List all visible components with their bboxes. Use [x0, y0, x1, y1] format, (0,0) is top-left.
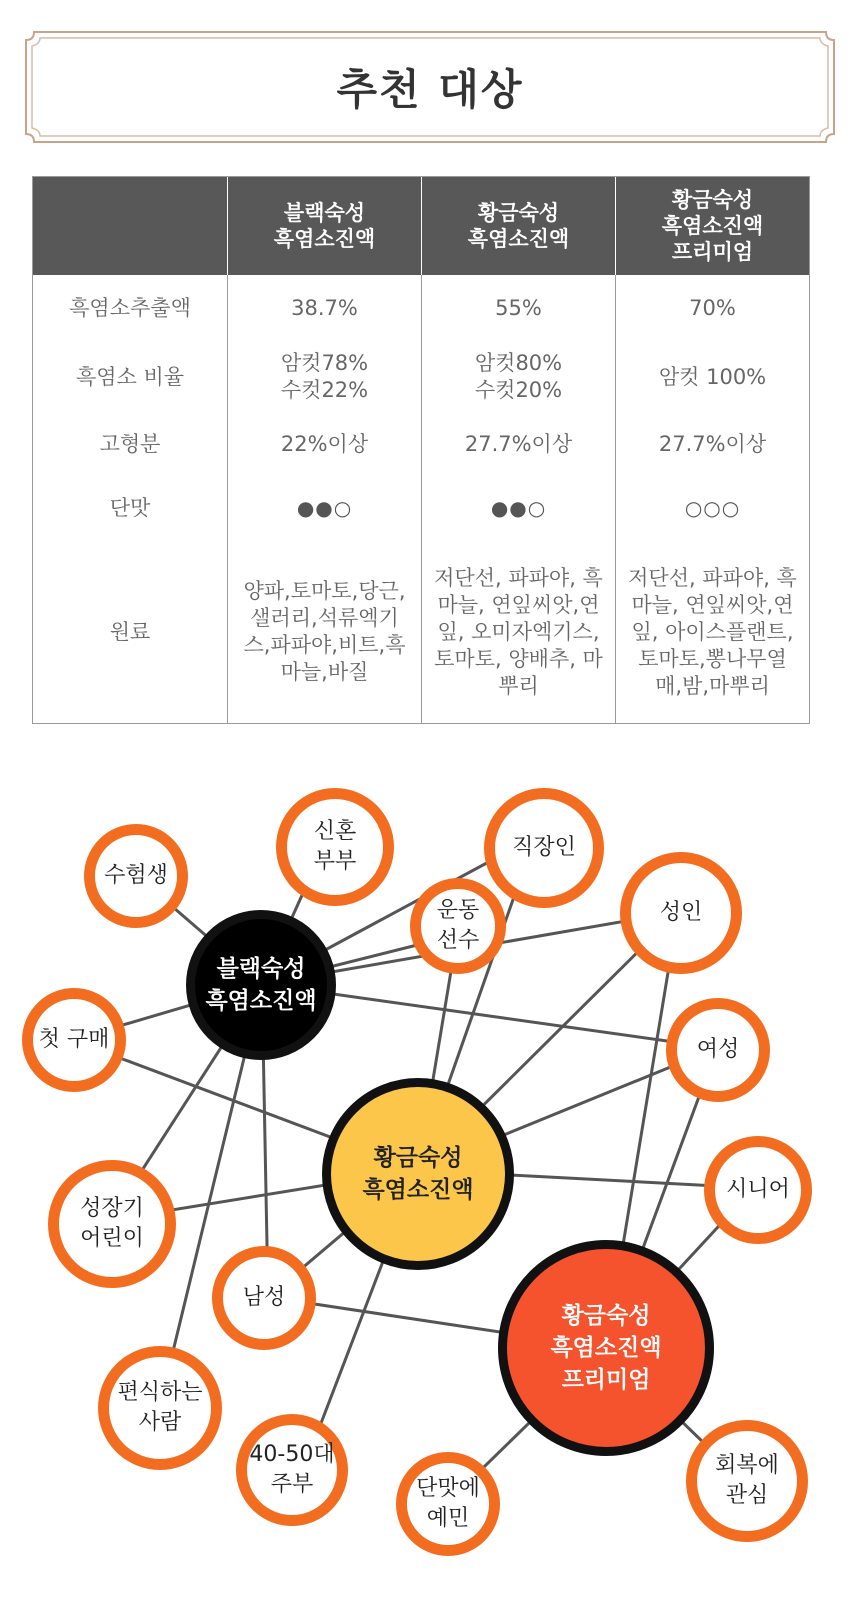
table-cell: 27.7%이상: [421, 413, 615, 475]
table-cell: 22%이상: [227, 413, 421, 475]
sweetness-dots: ○○○: [615, 475, 809, 541]
table-cell: 암컷 100%: [615, 341, 809, 413]
table-row: [33, 341, 809, 413]
table-cell: 양파,토마토,당근, 샐러리,석류엑기 스,파파야,비트,흑 마늘,바질: [227, 541, 421, 723]
sweetness-dots: ●●○: [421, 475, 615, 541]
target-network-diagram: [0, 740, 860, 1600]
target-node-athlete: 운동 선수: [410, 878, 506, 974]
target-node-picky-eater: 편식하는 사람: [98, 1346, 222, 1470]
table-header-row: [33, 177, 809, 275]
target-node-woman: 여성: [666, 998, 770, 1102]
target-node-worker: 직장인: [484, 788, 604, 908]
table-cell: 55%: [421, 275, 615, 341]
table-row: [33, 275, 809, 341]
hub-node-black: 블랙숙성 흑염소진액: [186, 910, 336, 1060]
table-cell: 저단선, 파파야, 흑 마늘, 연잎씨앗,연 잎, 아이스플랜트, 토마토,뽕나무열 매,밤,마뿌리: [615, 541, 809, 723]
target-node-recovery: 회복에 관심: [686, 1420, 808, 1542]
sweetness-dots: ●●○: [227, 475, 421, 541]
header-cell-premium: 황금숙성 흑염소진액 프리미엄: [615, 177, 809, 275]
target-node-housewife: 40-50대 주부: [236, 1414, 348, 1526]
comparison-table: [32, 176, 810, 724]
table-cell: 38.7%: [227, 275, 421, 341]
target-node-senior: 시니어: [704, 1136, 812, 1244]
table-cell: 27.7%이상: [615, 413, 809, 475]
header-cell-empty: [33, 177, 227, 275]
table-cell: 암컷80% 수컷20%: [421, 341, 615, 413]
table-row: [33, 413, 809, 475]
header-cell-gold: 황금숙성 흑염소진액: [421, 177, 615, 275]
target-node-man: 남성: [212, 1246, 316, 1350]
table-cell: 저단선, 파파야, 흑 마늘, 연잎씨앗,연 잎, 오미자엑기스, 토마토, 양배추, 마 뿌리: [421, 541, 615, 723]
row-label: 흑염소 비율: [75, 364, 185, 389]
row-label: 흑염소추출액: [69, 295, 191, 320]
target-node-student: 수험생: [84, 824, 188, 928]
table-cell: 암컷78% 수컷22%: [227, 341, 421, 413]
page-title: 추천 대상: [336, 65, 524, 114]
row-label: 원료: [109, 619, 151, 644]
target-node-first-purchase: 첫 구매: [22, 988, 126, 1092]
table-row: [33, 541, 809, 723]
target-node-adult: 성인: [620, 852, 742, 974]
title-banner: [20, 26, 840, 148]
target-node-sweet-sensitive: 단맛에 예민: [396, 1452, 500, 1556]
header-cell-black: 블랙숙성 흑염소진액: [227, 177, 421, 275]
hub-node-gold: 황금숙성 흑염소진액: [322, 1078, 514, 1270]
target-node-newlywed: 신혼 부부: [276, 788, 394, 906]
row-label: 단맛: [109, 495, 151, 520]
hub-node-premium: 황금숙성 흑염소진액 프리미엄: [498, 1240, 714, 1456]
table-row: [33, 475, 809, 541]
row-label: 고형분: [99, 431, 161, 456]
table-cell: 70%: [615, 275, 809, 341]
target-node-child: 성장기 어린이: [48, 1160, 176, 1288]
